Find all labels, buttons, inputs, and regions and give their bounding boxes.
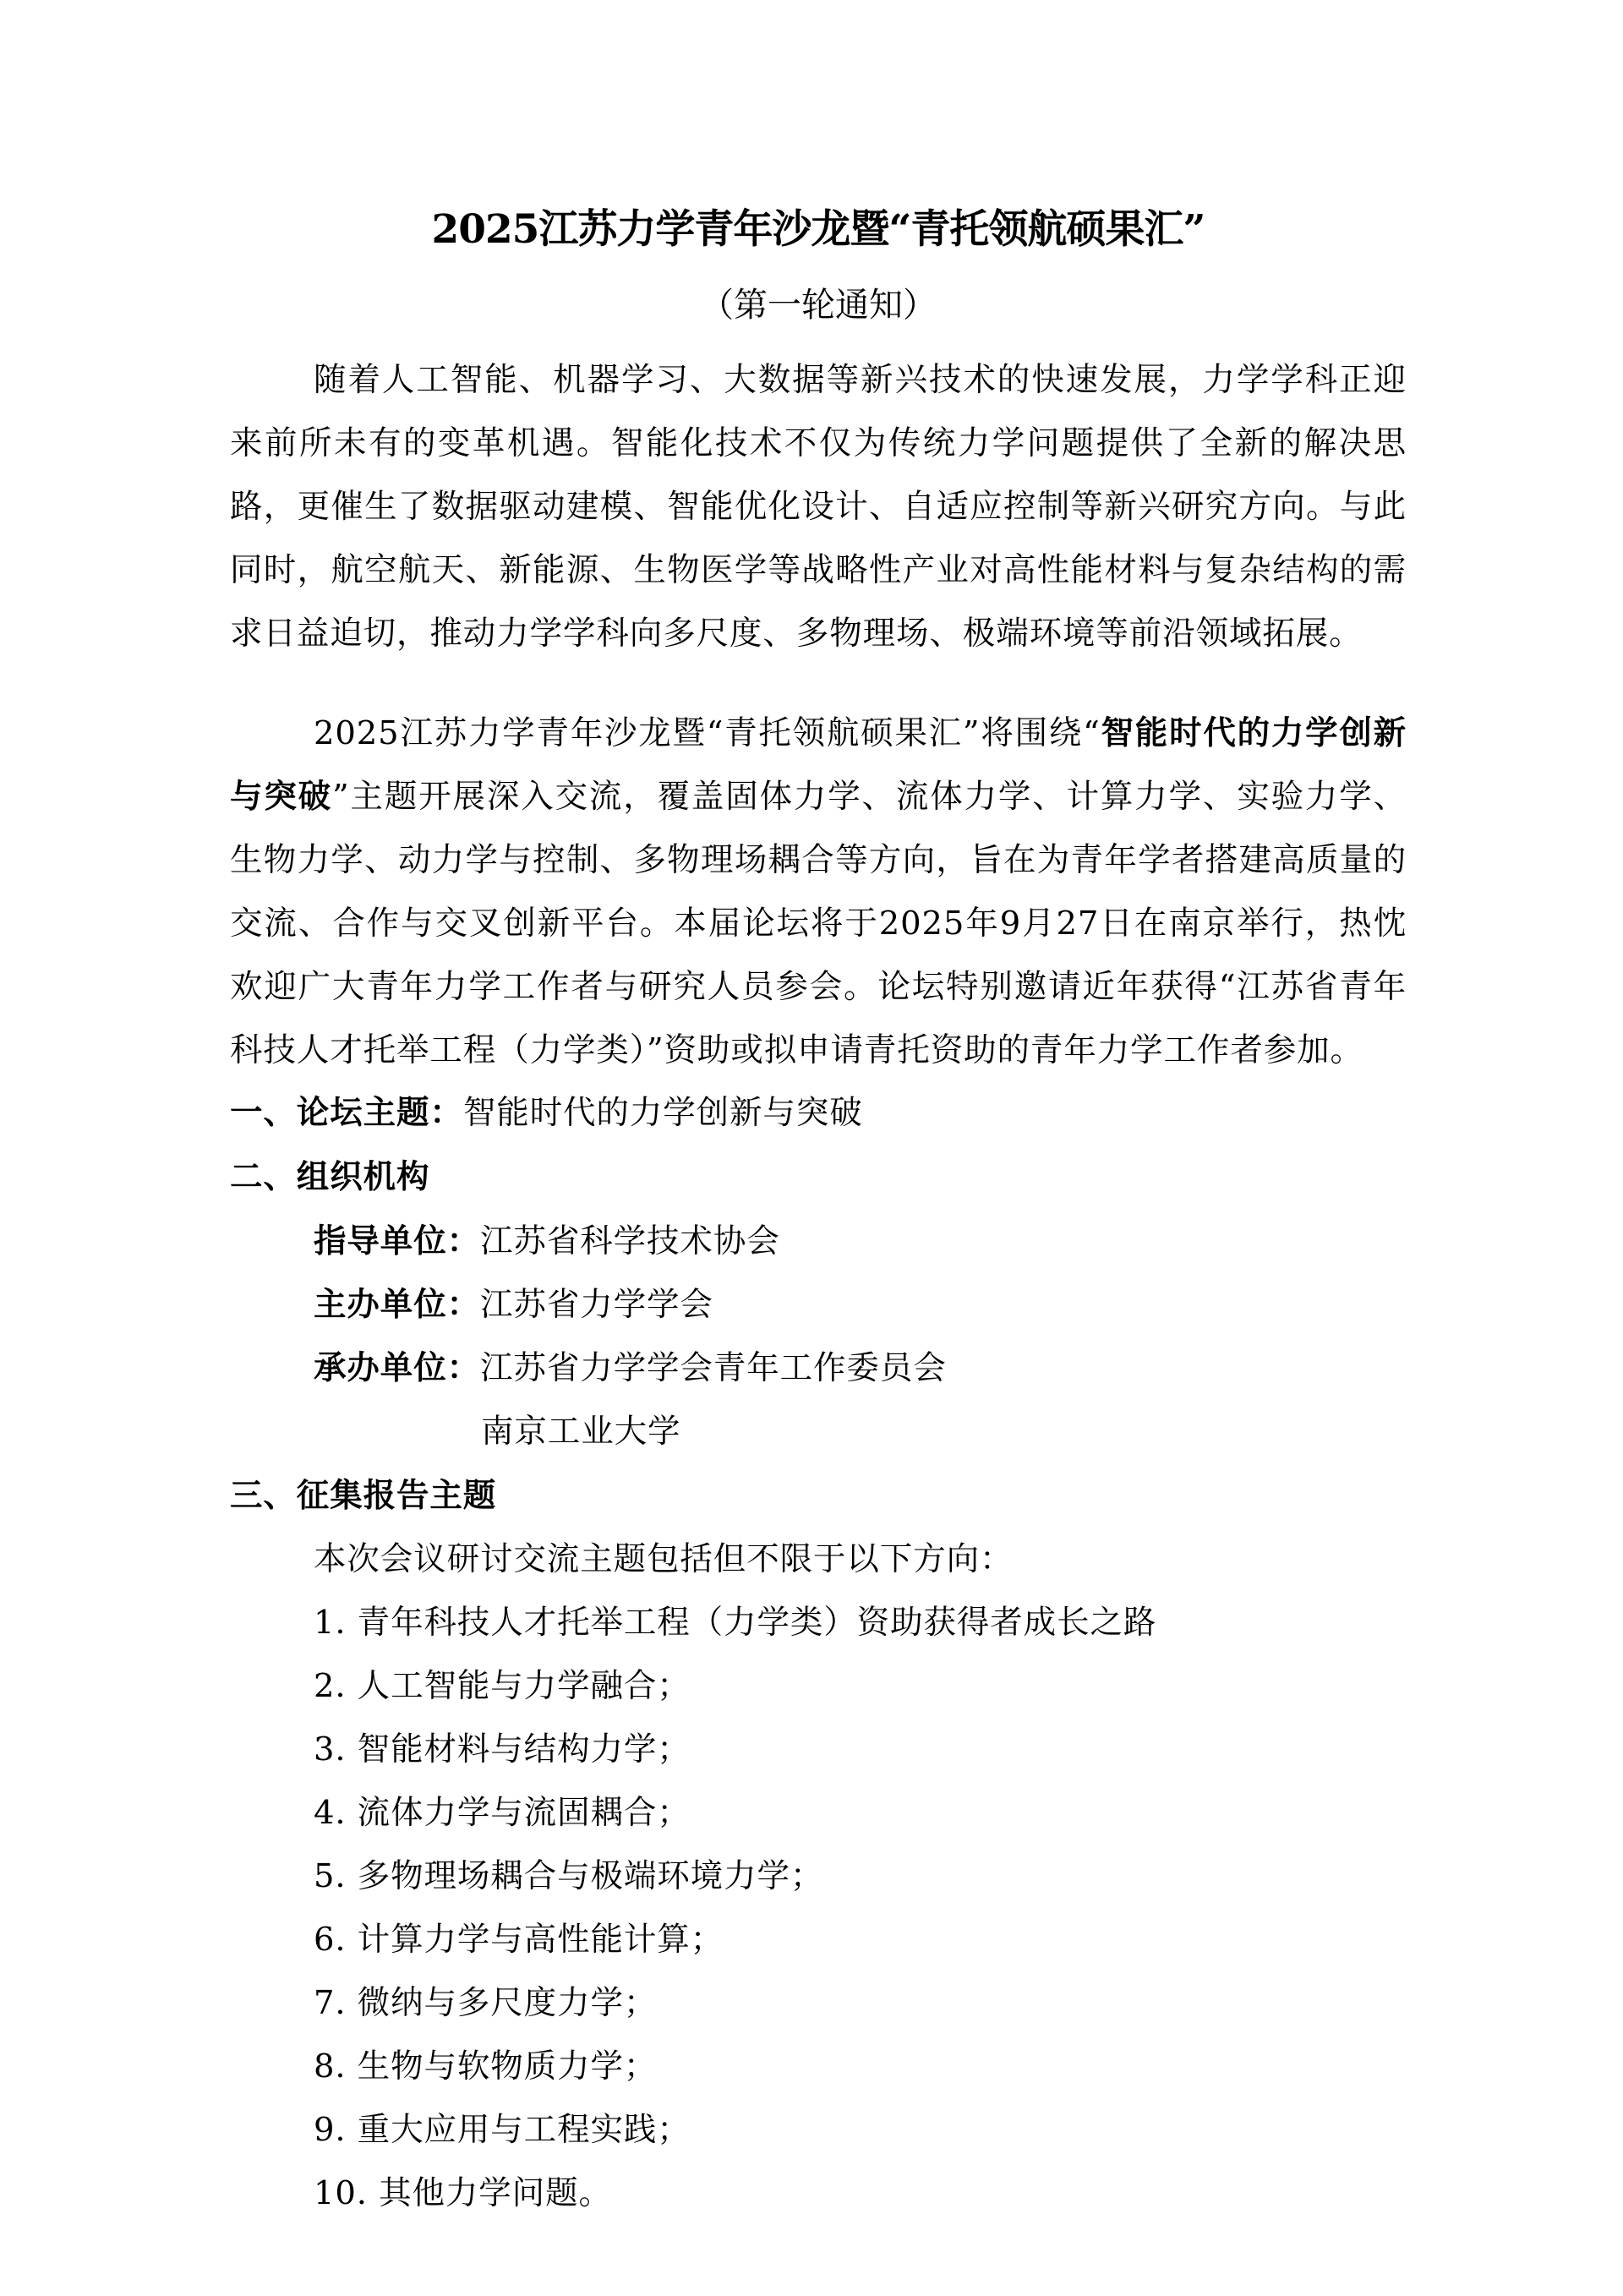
forum-theme-emphasis: 智能时代的力学创新与突破 (230, 714, 1407, 816)
section-2-heading: 二、组织机构 (230, 1158, 430, 1196)
intro-paragraph-1-text: 随着人工智能、机器学习、大数据等新兴技术的快速发展，力学学科正迎来前所未有的变革机遇。智能化技术不仅为传统力学问题提供了全新的解决思路，更催生了数据驱动建模、智能优化设计、自适应控制等新兴研究方向。与此同时，航空航天、新能源、生物医学等战略性产业对高性能材料与复杂结构的需求日益迫切，推动力学学科向多尺度、多物理场、极端环境等前沿领域拓展。 (230, 361, 1407, 653)
intro-paragraph-2 (230, 702, 1407, 1082)
topic-item: 9. 重大应用与工程实践； (314, 2111, 691, 2149)
topic-item: 8. 生物与软物质力学； (314, 2047, 658, 2086)
intro-paragraph-2-text-b: ”主题开展深入交流，覆盖固体力学、流体力学、计算力学、实验力学、生物力学、动力学与控制、多物理场耦合等方向，旨在为青年学者搭建高质量的交流、合作与交叉创新平台。本届论坛将于2025年9月27日在南京举行，热忱欢迎广大青年力学工作者与研究人员参会。论坛特别邀请近年获得“江苏省青年科技人才托举工程（力学类）”资助或拟申请青托资助的青年力学工作者参加。 (230, 778, 1407, 1069)
topic-item: 10. 其他力学问题。 (314, 2174, 612, 2212)
topic-item: 5. 多物理场耦合与极端环境力学； (314, 1857, 824, 1895)
org-organizer-value-2: 南京工业大学 (481, 1413, 681, 1451)
topic-item: 4. 流体力学与流固耦合； (314, 1794, 691, 1832)
intro-paragraph-1 (230, 348, 1407, 665)
org-organizer-unit (314, 1342, 947, 1396)
topics-intro (314, 1533, 1013, 1587)
org-organizer-unit-2 (481, 1405, 680, 1459)
topic-item: 7. 微纳与多尺度力学； (314, 1984, 658, 2022)
section-forum-theme (230, 1086, 863, 1140)
org-host-value: 江苏省力学学会 (480, 1286, 713, 1324)
topic-item: 1. 青年科技人才托举工程（力学类）资助获得者成长之路 (314, 1604, 1157, 1642)
section-report-topics (230, 1469, 496, 1523)
org-host-unit (314, 1278, 713, 1332)
section-1-heading: 一、论坛主题： (230, 1094, 463, 1132)
topic-item: 3. 智能材料与结构力学； (314, 1730, 691, 1768)
org-host-label: 主办单位： (314, 1286, 481, 1324)
org-organizer-value: 江苏省力学学会青年工作委员会 (480, 1349, 947, 1387)
topic-item: 6. 计算力学与高性能计算； (314, 1921, 724, 1959)
document-title: 2025江苏力学青年沙龙暨“青托领航硕果汇” (431, 206, 1205, 253)
section-1-value: 智能时代的力学创新与突破 (462, 1094, 863, 1132)
org-guiding-value: 江苏省科学技术协会 (480, 1222, 780, 1260)
section-3-heading: 三、征集报告主题 (230, 1477, 497, 1515)
topic-item: 2. 人工智能与力学融合； (314, 1667, 691, 1705)
topics-intro-text: 本次会议研讨交流主题包括但不限于以下方向： (314, 1540, 1014, 1578)
document-subtitle: （第一轮通知） (700, 286, 937, 325)
intro-paragraph-2-text-a: 2025江苏力学青年沙龙暨“青托领航硕果汇”将围绕“ (314, 714, 1101, 752)
org-guiding-unit (314, 1215, 780, 1269)
org-organizer-label: 承办单位： (314, 1349, 481, 1387)
section-organization (230, 1151, 429, 1205)
org-guiding-label: 指导单位： (314, 1222, 481, 1260)
